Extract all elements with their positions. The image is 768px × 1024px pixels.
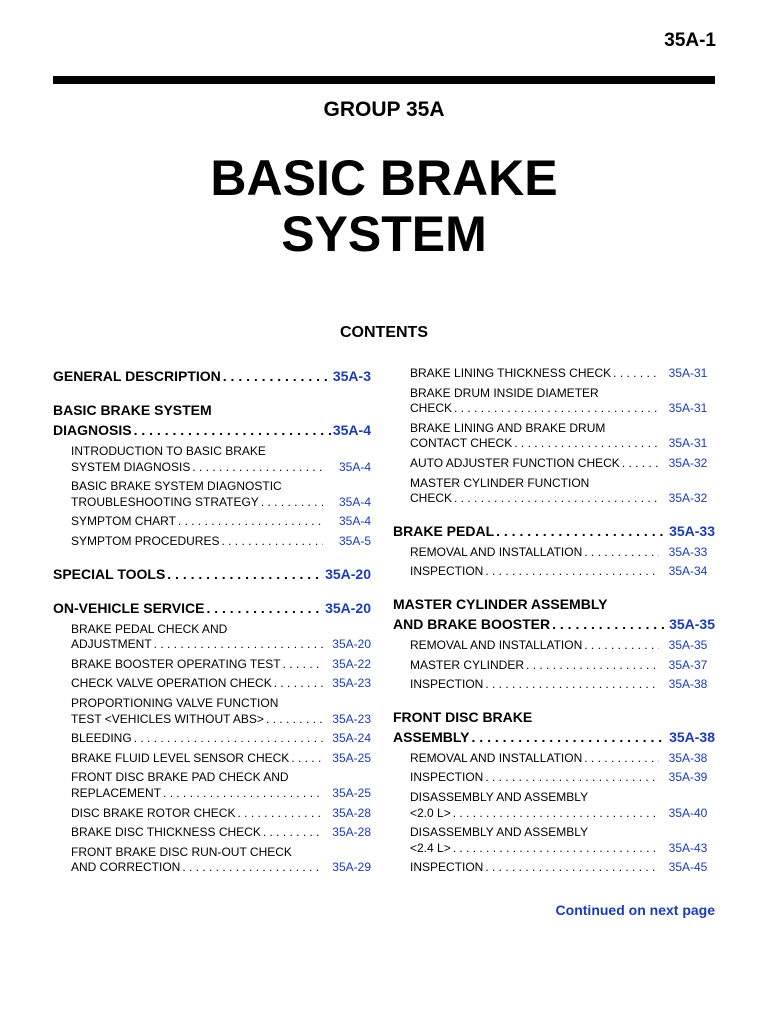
toc-subentry[interactable] [393, 366, 715, 382]
toc-section-master-cylinder [393, 594, 715, 693]
toc-page-link[interactable]: 35A-37 [668, 657, 708, 672]
toc-subentry[interactable] [53, 514, 371, 530]
toc-subentry-title: CONTACT CHECK [410, 436, 513, 451]
leader-dots [178, 514, 323, 530]
toc-subentry[interactable] [393, 770, 715, 786]
toc-section-general-description [53, 366, 371, 386]
leader-dots [223, 366, 331, 386]
toc-subentry[interactable] [53, 696, 371, 727]
leader-dots [552, 614, 667, 634]
toc-subentry[interactable] [53, 751, 371, 767]
toc-page-link[interactable]: 35A-4 [338, 494, 371, 509]
toc-page-link[interactable]: 35A-31 [668, 436, 708, 451]
toc-subentry[interactable] [393, 860, 715, 876]
toc-page-link[interactable]: 35A-43 [668, 840, 708, 855]
toc-subentry-title: BRAKE BOOSTER OPERATING TEST [71, 656, 281, 671]
toc-subentry[interactable] [393, 564, 715, 580]
toc-entry[interactable] [393, 594, 715, 634]
leader-dots [283, 657, 323, 673]
leader-dots [154, 637, 323, 653]
toc-entry[interactable] [393, 521, 715, 541]
toc-subentry-title: PROPORTIONING VALVE FUNCTION [71, 695, 279, 710]
leader-dots [134, 420, 331, 440]
toc-subentry-title: DISC BRAKE ROTOR CHECK [71, 805, 236, 820]
toc-page-link[interactable]: 35A-3 [332, 368, 371, 384]
toc-subentry-title: BRAKE FLUID LEVEL SENSOR CHECK [71, 750, 290, 765]
contents-heading: CONTENTS [340, 324, 428, 341]
toc-subentry-title: FRONT BRAKE DISC RUN-OUT CHECK [71, 844, 292, 859]
toc-section-continued [393, 366, 715, 507]
toc-section-front-disc-brake [393, 707, 715, 876]
toc-page-link[interactable]: 35A-4 [332, 422, 371, 438]
toc-page-link[interactable]: 35A-31 [668, 401, 708, 416]
toc-entry-title: DIAGNOSIS [53, 422, 132, 438]
leader-dots [206, 598, 323, 618]
leader-dots [182, 860, 323, 876]
toc-subentry-title: INSPECTION [410, 564, 484, 579]
leader-dots [134, 731, 323, 747]
toc-subentry-title: INTRODUCTION TO BASIC BRAKE [71, 444, 266, 458]
leader-dots [263, 825, 323, 841]
toc-subentry[interactable] [393, 421, 715, 452]
toc-subentry[interactable] [393, 545, 715, 561]
leader-dots [485, 677, 659, 693]
toc-subentry-title: BRAKE DRUM INSIDE DIAMETER [410, 385, 599, 400]
leader-dots [221, 534, 323, 550]
toc-subentry-title: CHECK [410, 401, 453, 416]
toc-subentry[interactable] [393, 825, 715, 856]
toc-subentry[interactable] [53, 806, 371, 822]
toc-page-link[interactable]: 35A-4 [338, 459, 371, 474]
toc-subentry[interactable] [53, 657, 371, 673]
leader-dots [454, 401, 659, 417]
page-number: 35A-1 [664, 30, 716, 51]
toc-page-link[interactable]: 35A-23 [332, 676, 371, 691]
leader-dots [613, 366, 659, 382]
toc-entry-title: MASTER CYLINDER ASSEMBLY [393, 595, 608, 612]
toc-subentry-title: <2.0 L> [410, 805, 451, 820]
toc-section-special-tools [53, 564, 371, 584]
toc-subentry[interactable] [53, 676, 371, 692]
toc-subentry-title: INSPECTION [410, 860, 484, 875]
leader-dots [496, 521, 667, 541]
leader-dots [514, 436, 659, 452]
header-rule [53, 76, 715, 84]
leader-dots [167, 564, 323, 584]
toc-page-link[interactable]: 35A-20 [325, 599, 371, 616]
toc-page-link[interactable]: 35A-28 [332, 805, 371, 820]
toc-entry[interactable] [53, 366, 371, 386]
toc-subentry-title: BRAKE PEDAL CHECK AND [71, 621, 228, 636]
leader-dots [584, 545, 659, 561]
toc-page-link[interactable]: 35A-32 [668, 491, 708, 506]
toc-right-column [393, 366, 715, 890]
toc-subentry-title: MASTER CYLINDER [410, 657, 525, 672]
toc-subentry-title: BRAKE LINING THICKNESS CHECK [410, 366, 612, 380]
toc-subentry[interactable] [53, 770, 371, 801]
toc-subentry-title: BRAKE DISC THICKNESS CHECK [71, 825, 261, 840]
toc-subentry-title: CHECK [410, 491, 453, 506]
toc-page-link[interactable]: 35A-28 [332, 825, 371, 840]
leader-dots [584, 638, 659, 654]
toc-page-link[interactable]: 35A-38 [668, 750, 708, 765]
toc-subentry[interactable] [393, 677, 715, 693]
page-title [0, 150, 768, 262]
toc-page-link[interactable]: 35A-23 [332, 711, 371, 726]
toc-section-brake-pedal [393, 521, 715, 580]
toc-page-link[interactable]: 35A-38 [668, 677, 708, 692]
toc-page-link[interactable]: 35A-39 [668, 770, 708, 785]
toc-subentry-title: <2.4 L> [410, 840, 451, 855]
toc-page-link[interactable]: 35A-45 [668, 860, 708, 875]
toc-page-link[interactable]: 35A-32 [668, 455, 708, 470]
toc-subentry[interactable] [53, 479, 371, 510]
toc-entry-title: ASSEMBLY [393, 728, 470, 745]
leader-dots [274, 676, 323, 692]
toc-subentry-title: REMOVAL AND INSTALLATION [410, 544, 583, 559]
toc-page-link[interactable]: 35A-34 [668, 564, 708, 579]
leader-dots [192, 460, 323, 476]
toc-subentry-title: TROUBLESHOOTING STRATEGY [71, 494, 259, 509]
toc-page-link[interactable]: 35A-24 [332, 731, 371, 746]
leader-dots [622, 456, 659, 472]
toc-subentry-title: FRONT DISC BRAKE PAD CHECK AND [71, 770, 289, 785]
toc-subentry[interactable] [53, 845, 371, 876]
toc-subentry[interactable] [393, 456, 715, 472]
toc-page-link[interactable]: 35A-25 [332, 785, 371, 800]
toc-subentry-title: REMOVAL AND INSTALLATION [410, 637, 583, 652]
toc-entry[interactable] [53, 564, 371, 584]
toc-subentry-title: SYMPTOM PROCEDURES [71, 533, 220, 548]
toc-entry[interactable] [53, 598, 371, 618]
page-title-line1: BASIC BRAKE [210, 150, 558, 206]
toc-page-link[interactable]: 35A-38 [669, 728, 715, 745]
toc-entry-title: BRAKE PEDAL [393, 522, 495, 539]
toc-entry-title: AND BRAKE BOOSTER [393, 615, 551, 632]
leader-dots [261, 495, 323, 511]
toc-subentry[interactable] [393, 751, 715, 767]
toc-section-on-vehicle-service [53, 598, 371, 876]
toc-subentry-title: BASIC BRAKE SYSTEM DIAGNOSTIC [71, 479, 282, 494]
leader-dots [266, 712, 323, 728]
toc-subentry-title: TEST <VEHICLES WITHOUT ABS> [71, 711, 264, 726]
toc-entry-title: SPECIAL TOOLS [53, 565, 166, 582]
toc-page-link[interactable]: 35A-4 [338, 514, 371, 529]
leader-dots [291, 751, 323, 767]
toc-page-link[interactable]: 35A-31 [668, 366, 708, 380]
toc-subentry-title: DISASSEMBLY AND ASSEMBLY [410, 825, 589, 840]
leader-dots [163, 786, 323, 802]
toc-entry-title: FRONT DISC BRAKE [393, 708, 533, 725]
toc-subentry-title: INSPECTION [410, 770, 484, 785]
toc-page-link[interactable]: 35A-5 [338, 533, 371, 548]
leader-dots [526, 658, 659, 674]
leader-dots [584, 751, 659, 767]
toc-subentry-title: CHECK VALVE OPERATION CHECK [71, 676, 272, 691]
leader-dots [237, 806, 323, 822]
toc-subentry[interactable] [393, 476, 715, 507]
page-title-line2: SYSTEM [281, 206, 487, 262]
toc-subentry[interactable] [53, 534, 371, 550]
toc-subentry-title: INSPECTION [410, 677, 484, 692]
toc-subentry[interactable] [393, 386, 715, 417]
toc-subentry-title: REMOVAL AND INSTALLATION [410, 750, 583, 765]
toc-subentry-title: AUTO ADJUSTER FUNCTION CHECK [410, 455, 620, 470]
toc-entry[interactable] [53, 400, 371, 440]
group-heading: GROUP 35A [323, 98, 445, 121]
toc-subentry-title: BRAKE LINING AND BRAKE DRUM [410, 420, 606, 435]
toc-entry[interactable] [393, 707, 715, 747]
toc-subentry-title: BLEEDING [71, 731, 132, 746]
toc-subentry-title: MASTER CYLINDER FUNCTION [410, 475, 590, 490]
toc-subentry-title: DISASSEMBLY AND ASSEMBLY [410, 789, 589, 804]
toc-page-link[interactable]: 35A-35 [668, 637, 708, 652]
toc-entry-title: BASIC BRAKE SYSTEM [53, 402, 212, 418]
leader-dots [453, 841, 659, 857]
leader-dots [485, 860, 659, 876]
toc-subentry-title: SYSTEM DIAGNOSIS [71, 459, 191, 474]
toc-subentry[interactable] [53, 731, 371, 747]
toc-page-link[interactable]: 35A-20 [325, 565, 371, 582]
toc-subentry-title: AND CORRECTION [71, 860, 181, 875]
toc-page-link[interactable]: 35A-20 [332, 637, 371, 652]
continued-on-next-page: Continued on next page [555, 902, 715, 918]
toc-entry-title: GENERAL DESCRIPTION [53, 368, 221, 384]
toc-subentry[interactable] [393, 658, 715, 674]
leader-dots [454, 491, 659, 507]
leader-dots [453, 806, 659, 822]
toc-subentry[interactable] [393, 790, 715, 821]
toc-subentry-title: REPLACEMENT [71, 785, 162, 800]
toc-entry-title: ON-VEHICLE SERVICE [53, 599, 205, 616]
toc-page-link[interactable]: 35A-35 [669, 615, 715, 632]
leader-dots [472, 727, 668, 747]
toc-subentry[interactable] [53, 825, 371, 841]
toc-section-diagnosis [53, 400, 371, 550]
toc-left-column [53, 366, 371, 890]
toc-page-link[interactable]: 35A-29 [332, 860, 371, 875]
toc-subentry[interactable] [53, 622, 371, 653]
toc-page-link[interactable]: 35A-25 [332, 750, 371, 765]
toc-subentry[interactable] [393, 638, 715, 654]
leader-dots [485, 770, 659, 786]
toc-page-link[interactable]: 35A-33 [669, 522, 715, 539]
toc-page-link[interactable]: 35A-40 [668, 805, 708, 820]
toc-page-link[interactable]: 35A-33 [668, 544, 708, 559]
toc-subentry-title: ADJUSTMENT [71, 637, 152, 652]
toc-subentry-title: SYMPTOM CHART [71, 514, 176, 529]
toc-subentry[interactable] [53, 444, 371, 475]
leader-dots [485, 564, 659, 580]
toc-page-link[interactable]: 35A-22 [332, 656, 371, 671]
